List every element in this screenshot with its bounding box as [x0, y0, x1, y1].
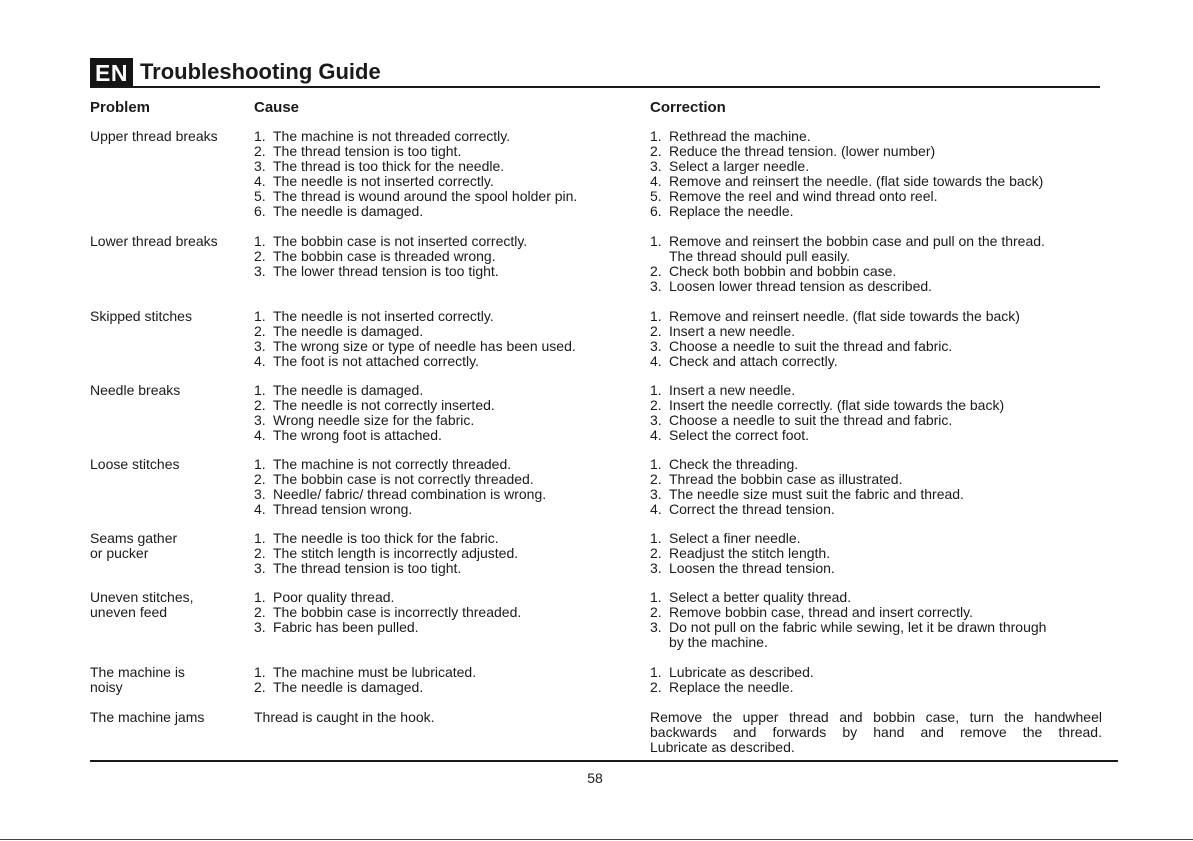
correction-item: 4. Correct the thread tension. [650, 501, 835, 517]
cause-item: 1. The needle is damaged. [254, 382, 424, 398]
cause-item: 3. The thread tension is too tight. [254, 560, 462, 576]
problem-text-line: Seams gather [90, 530, 178, 546]
cause-item: 2. The bobbin case is threaded wrong. [254, 248, 496, 264]
cause-text: Thread is caught in the hook. [254, 709, 435, 725]
cause-item: 1. The machine must be lubricated. [254, 664, 477, 680]
cause-item: 3. Needle/ fabric/ thread combination is wrong. [254, 486, 547, 502]
page-title: Troubleshooting Guide [139, 59, 381, 84]
correction-item: 6. Replace the needle. [650, 203, 794, 219]
cause-cell [254, 710, 634, 725]
cause-cell [254, 590, 634, 635]
correction-item: 1. Insert a new needle. [650, 382, 796, 398]
correction-cell [650, 129, 1102, 219]
correction-item: 4. Remove and reinsert the needle. (flat side towards the back) [650, 173, 1044, 189]
correction-cell [650, 457, 1102, 517]
problem-text: Loose stitches [90, 456, 180, 472]
cause-cell [254, 531, 634, 576]
correction-cell [650, 309, 1102, 369]
column-header-problem: Problem [90, 99, 151, 116]
correction-item: 2. Thread the bobbin case as illustrated. [650, 471, 903, 487]
footer-divider [90, 760, 1118, 762]
cause-cell [254, 383, 634, 443]
problem-cell [90, 590, 248, 620]
cause-item: 3. Fabric has been pulled. [254, 619, 419, 635]
problem-text: Needle breaks [90, 382, 181, 398]
page-edge-line [0, 839, 1193, 840]
problem-cell [90, 234, 248, 249]
cause-cell [254, 457, 634, 517]
correction-item: 3. Choose a needle to suit the thread and fabric. [650, 412, 953, 428]
cause-item: 1. The machine is not correctly threaded. [254, 456, 512, 472]
cause-item: 3. Wrong needle size for the fabric. [254, 412, 475, 428]
language-badge: EN [90, 58, 133, 87]
correction-item: 4. Select the correct foot. [650, 427, 810, 443]
cause-item: 1. Poor quality thread. [254, 589, 395, 605]
correction-item: 1. Lubricate as described. [650, 664, 814, 680]
correction-item: 1. Remove and reinsert the bobbin case and pull on the thread. [650, 233, 1045, 249]
cause-item: 3. The wrong size or type of needle has been used. [254, 338, 576, 354]
cause-item: 1. The bobbin case is not inserted correctly. [254, 233, 528, 249]
problem-cell [90, 383, 248, 398]
problem-cell [90, 710, 248, 725]
correction-continuation: The thread should pull easily. [669, 248, 851, 264]
correction-item: 1. Rethread the machine. [650, 128, 811, 144]
correction-cell [650, 710, 1102, 755]
correction-item: 1. Select a finer needle. [650, 530, 801, 546]
cause-cell [254, 129, 634, 219]
correction-item: 2. Check both bobbin and bobbin case. [650, 263, 897, 279]
cause-cell [254, 234, 634, 279]
cause-item: 2. The bobbin case is not correctly threaded. [254, 471, 534, 487]
problem-cell [90, 531, 248, 561]
problem-text-line: The machine is [90, 664, 185, 680]
correction-item: 1. Remove and reinsert needle. (flat side towards the back) [650, 308, 1020, 324]
cause-item: 2. The stitch length is incorrectly adjusted. [254, 545, 519, 561]
cause-item: 2. The thread tension is too tight. [254, 143, 462, 159]
correction-item: 3. Loosen the thread tension. [650, 560, 835, 576]
correction-item: 3. The needle size must suit the fabric and thread. [650, 486, 964, 502]
cause-item: 2. The needle is damaged. [254, 679, 424, 695]
correction-item: 2. Replace the needle. [650, 679, 794, 695]
cause-item: 2. The needle is not correctly inserted. [254, 397, 495, 413]
cause-item: 1. The needle is not inserted correctly. [254, 308, 494, 324]
cause-item: 4. The needle is not inserted correctly. [254, 173, 494, 189]
correction-item: 3. Choose a needle to suit the thread and fabric. [650, 338, 953, 354]
cause-item: 6. The needle is damaged. [254, 203, 424, 219]
correction-cell [650, 665, 1102, 695]
page-number: 58 [587, 770, 603, 786]
correction-cell [650, 234, 1102, 294]
cause-cell [254, 665, 634, 695]
correction-item: 3. Select a larger needle. [650, 158, 810, 174]
problem-text-line: uneven feed [90, 604, 168, 620]
correction-item: 2. Reduce the thread tension. (lower number) [650, 143, 936, 159]
correction-line: Remove the upper thread and bobbin case, turn the handwheel [650, 709, 1102, 725]
problem-text-line: or pucker [90, 545, 149, 561]
problem-text: Skipped stitches [90, 308, 192, 324]
correction-item: 1. Select a better quality thread. [650, 589, 852, 605]
correction-item: 2. Insert the needle correctly. (flat side towards the back) [650, 397, 1005, 413]
cause-item: 4. The foot is not attached correctly. [254, 353, 479, 369]
problem-cell [90, 129, 248, 144]
problem-cell [90, 457, 248, 472]
correction-item: 2. Insert a new needle. [650, 323, 796, 339]
cause-cell [254, 309, 634, 369]
correction-cell [650, 383, 1102, 443]
correction-item: 1. Check the threading. [650, 456, 799, 472]
problem-text-line: noisy [90, 679, 123, 695]
correction-item: 4. Check and attach correctly. [650, 353, 838, 369]
correction-continuation: by the machine. [669, 634, 768, 650]
cause-item: 1. The machine is not threaded correctly. [254, 128, 511, 144]
column-header-correction: Correction [650, 99, 726, 116]
problem-text: Upper thread breaks [90, 128, 218, 144]
correction-cell [650, 531, 1102, 576]
correction-item: 3. Loosen lower thread tension as described. [650, 278, 933, 294]
correction-cell [650, 590, 1102, 650]
cause-item: 4. The wrong foot is attached. [254, 427, 442, 443]
correction-line: Lubricate as described. [650, 739, 795, 755]
column-header-cause: Cause [254, 99, 300, 116]
correction-line: backwards and forwards by hand and remove the thread. [650, 724, 1102, 740]
problem-cell [90, 309, 248, 324]
correction-item: 3. Do not pull on the fabric while sewing, let it be drawn through [650, 619, 1047, 635]
cause-item: 5. The thread is wound around the spool holder pin. [254, 188, 578, 204]
correction-item: 2. Remove bobbin case, thread and insert correctly. [650, 604, 974, 620]
header-divider [90, 86, 1100, 88]
problem-text: Lower thread breaks [90, 233, 218, 249]
problem-text: The machine jams [90, 709, 205, 725]
cause-item: 2. The needle is damaged. [254, 323, 424, 339]
correction-item: 5. Remove the reel and wind thread onto reel. [650, 188, 938, 204]
problem-cell [90, 665, 248, 695]
cause-item: 3. The lower thread tension is too tight. [254, 263, 499, 279]
cause-item: 3. The thread is too thick for the needle. [254, 158, 505, 174]
cause-item: 4. Thread tension wrong. [254, 501, 413, 517]
correction-item: 2. Readjust the stitch length. [650, 545, 831, 561]
page-header [90, 56, 381, 88]
cause-item: 2. The bobbin case is incorrectly threaded. [254, 604, 522, 620]
problem-text-line: Uneven stitches, [90, 589, 194, 605]
cause-item: 1. The needle is too thick for the fabric. [254, 530, 499, 546]
